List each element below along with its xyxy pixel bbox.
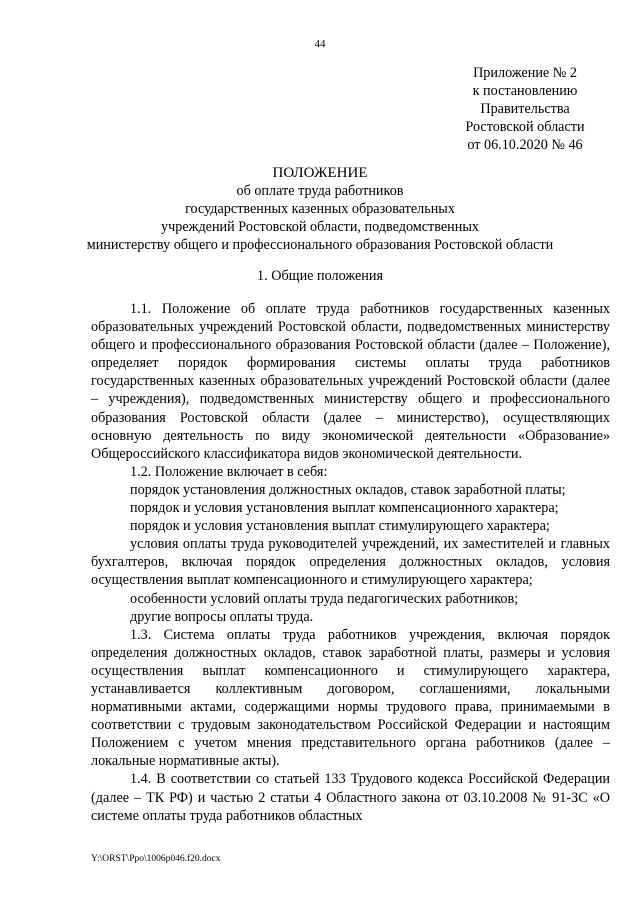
page-number: 44	[314, 38, 326, 50]
title-line: учреждений Ростовской области, подведомственных	[161, 219, 479, 235]
body-text	[91, 300, 610, 825]
list-item: другие вопросы оплаты труда.	[130, 608, 314, 625]
title-line: министерству общего и профессионального образования Ростовской области	[86, 237, 554, 253]
footer-file-path: Y:\ORST\Ppo\1006p046.f20.docx	[91, 854, 221, 864]
section-heading: 1. Общие положения	[257, 268, 383, 284]
list-item: порядок и условия установления выплат стимулирующего характера;	[130, 518, 550, 535]
list-item: условия оплаты труда руководителей учреждений, их заместителей и главных бухгалтеров, включая порядок определения должностных окладов, условия осуществления выплат компенсационного и стимулирующего характера;	[91, 536, 610, 589]
appendix-line: к постановлению	[472, 83, 578, 99]
title-line: об оплате труда работников	[236, 183, 404, 199]
paragraph: 1.2. Положение включает в себя:	[130, 463, 328, 480]
appendix-line: от 06.10.2020 № 46	[467, 137, 583, 153]
title-line: государственных казенных образовательных	[185, 201, 455, 217]
paragraph: 1.1. Положение об оплате труда работников государственных казенных образовательных учреждений Ростовской области, подведомственных министерству общего и профессионального образования Ростовской области (далее – Положение), определяет порядок формирования системы оплаты труда работников государственных казенных образовательных учреждений Ростовской области (далее – учреждения), подведомственных министерству общего и профессионального образования Ростовской области (далее – министерство), осуществляющих основную деятельность по виду экономической деятельности «Образование» Общероссийского классификатора видов экономической деятельности.	[91, 301, 610, 462]
document-title	[0, 164, 640, 254]
appendix-line: Ростовской области	[465, 119, 585, 135]
list-item: порядок установления должностных окладов, ставок заработной платы;	[130, 481, 566, 498]
list-item: порядок и условия установления выплат компенсационного характера;	[130, 500, 559, 517]
appendix-line: Правительства	[480, 101, 570, 117]
paragraph: 1.4. В соответствии со статьей 133 Трудового кодекса Российской Федерации (далее – ТК РФ) и частью 2 статьи 4 Областного закона от 03.10.2008 № 91-ЗС «О системе оплаты труда работников областных	[91, 771, 610, 824]
appendix-block	[444, 64, 606, 154]
title-main: ПОЛОЖЕНИЕ	[272, 165, 368, 181]
paragraph: 1.3. Система оплаты труда работников учреждения, включая порядок определения должностных окладов, ставок заработной платы, размеры и условия осуществления выплат компенсационного и стимулирующего характера, устанавливается коллективным договором, соглашениями, локальными нормативными актами, содержащими нормы трудового права, принимаемыми в соответствии с трудовым законодательством Российской Федерации и настоящим Положением с учетом мнения представительного органа работников (далее – локальные нормативные акты).	[91, 626, 610, 770]
list-item: особенности условий оплаты труда педагогических работников;	[130, 590, 519, 607]
appendix-line: Приложение № 2	[473, 65, 577, 81]
